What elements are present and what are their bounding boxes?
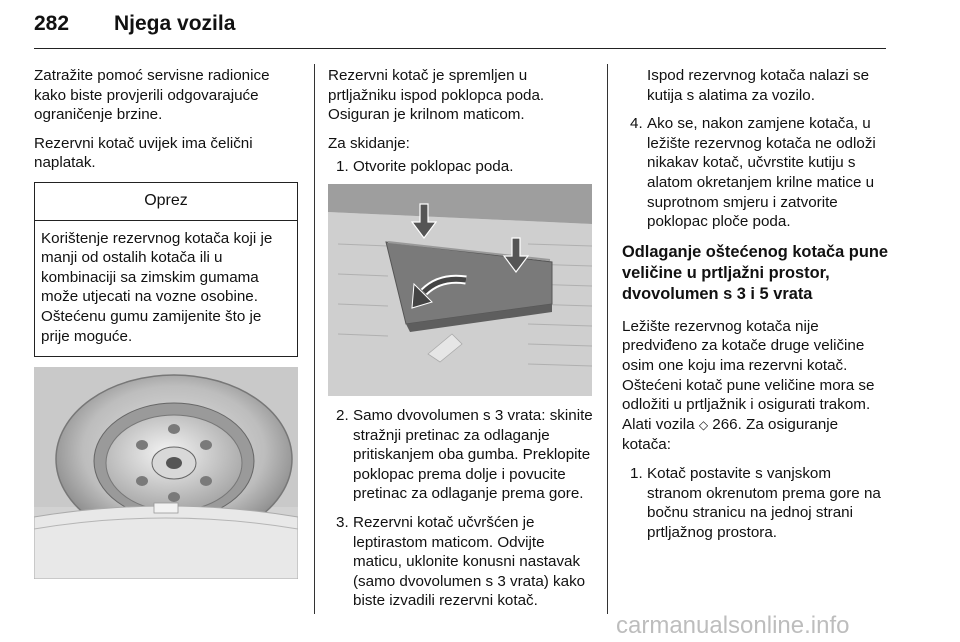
list-item xyxy=(328,157,596,177)
column-middle xyxy=(328,66,596,620)
column-left xyxy=(34,66,298,579)
list-item xyxy=(328,513,596,611)
floor-cover-illustration xyxy=(328,184,592,396)
list-text: Otvorite poklopac poda. xyxy=(353,158,514,176)
floor-cover-image xyxy=(328,184,592,396)
list-text: Ako se, nakon zamjene kotača, u ležište rezervnog kotača ne odloži nikakav kotač, učvrstite kutiju s alatom okretanjem krilne matice u suprotnom smjeru i zatvorite poklopac ploče poda. xyxy=(647,115,876,231)
spare-wheel-illustration xyxy=(34,367,298,579)
list-number: 1. xyxy=(336,158,349,176)
list-continuation: Ispod rezervnog kotača nalazi se kutija s alatima za vozilo. xyxy=(647,67,870,104)
spare-wheel-image xyxy=(34,367,298,579)
list-number: 3. xyxy=(336,513,349,531)
caution-box xyxy=(34,182,298,357)
page-header xyxy=(34,0,886,49)
paragraph-text: Ležište rezervnog kotača nije predviđeno za kotače druge veličine osim one koju ima rezervni kotač. Oštećeni kotač pune veličine mora se odložiti u prtljažnik i osigurati trakom. Alati vozila xyxy=(622,317,875,433)
list-item xyxy=(622,114,890,232)
paragraph: Za skidanje: xyxy=(328,134,410,152)
page-reference-icon: ◇ xyxy=(698,417,709,432)
paragraph: Rezervni kotač uvijek ima čelični naplatak. xyxy=(34,134,253,172)
list-number: 1. xyxy=(630,464,643,482)
paragraph: Zatražite pomoć servisne radionice kako biste provjerili odgovarajuće ograničenje brzine. xyxy=(34,67,270,124)
list-text: Kotač postavite s vanjskom stranom okrenutom prema gore na bočnu stranicu na jednoj strani prtljažnog prostora. xyxy=(647,464,881,541)
paragraph: Rezervni kotač je spremljen u prtljažniku ispod poklopca poda. Osiguran je krilnom maticom. xyxy=(328,67,545,124)
page-number: 282 xyxy=(34,12,70,35)
paragraph-text: 266. Za osiguranje kotača: xyxy=(622,415,839,454)
caution-title: Oprez xyxy=(35,183,297,221)
column-divider xyxy=(314,64,315,614)
chapter-title: Njega vozila xyxy=(114,12,236,35)
list-text: Samo dvovolumen s 3 vrata: skinite stražnji pretinac za odlaganje pritiskanjem oba gumba. Preklopite poklopac prema dolje i povucite pretinac za odlaganje prema gore. xyxy=(353,406,593,503)
column-right xyxy=(622,66,890,551)
caution-text: Korištenje rezervnog kotača koji je manji od ostalih kotača ili u kombinaciji sa zimskim gumama može utjecati na vozne osobine. Oštećenu gumu zamijenite što je prije moguće. xyxy=(41,229,273,345)
paragraph xyxy=(622,317,890,455)
watermark: carmanualsonline.info xyxy=(616,612,850,639)
list-item xyxy=(622,464,890,542)
list-number: 2. xyxy=(336,406,349,424)
list-text: Rezervni kotač učvršćen je leptirastom maticom. Odvijte maticu, uklonite konusni nastavak (samo dvovolumen s 3 vrata) kako biste izvadili rezervni kotač. xyxy=(353,513,586,610)
section-heading: Odlaganje oštećenog kotača pune veličine u prtljažni prostor, dvovolumen s 3 i 5 vrata xyxy=(622,242,888,303)
list-item xyxy=(328,406,596,504)
list-number: 4. xyxy=(630,115,643,133)
column-divider xyxy=(607,64,608,614)
